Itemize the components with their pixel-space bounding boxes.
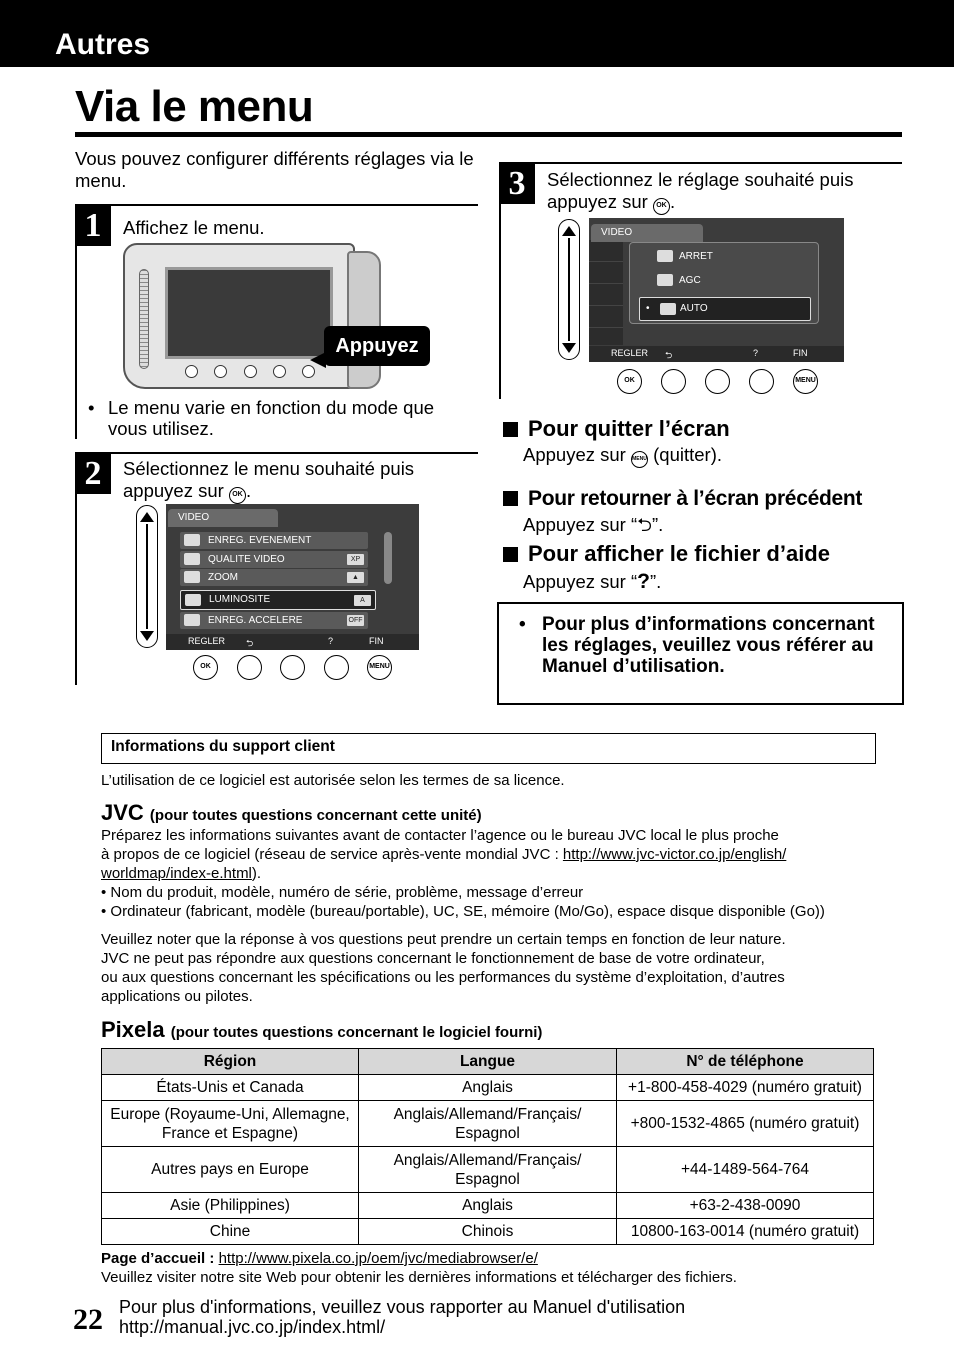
ok-button-icon: OK — [617, 369, 642, 394]
table-row: États-Unis et Canada Anglais +1-800-458-4029 (numéro gratuit) — [102, 1075, 874, 1101]
option-item: AGC — [653, 272, 803, 289]
menu-screen-video — [166, 504, 419, 650]
back-text: Appuyez sur “⮌”. — [523, 514, 664, 535]
table-row: Autres pays en Europe Anglais/Allemand/Français/ Espagnol +44-1489-564-764 — [102, 1147, 874, 1193]
camera-buttons — [185, 365, 315, 383]
menu-scrollbar — [384, 532, 392, 584]
scroll-slider-icon — [558, 219, 580, 360]
timelapse-icon — [184, 614, 200, 626]
menu-icon: MENU — [631, 451, 648, 468]
camcorder-illustration — [123, 243, 385, 389]
footer-text: Pour plus d'informations, veuillez vous rapporter au Manuel d'utilisation http://manual.jvc.co.jp/index.html/ — [119, 1297, 686, 1337]
button-icon — [214, 365, 227, 378]
table-row: Asie (Philippines) Anglais +63-2-438-0090 — [102, 1193, 874, 1219]
jvc-text: Préparez les informations suivantes avant de contacter l’agence ou le bureau JVC local le plus proche à propos de ce logiciel (réseau de service après-vente mondial JVC : http://www.jvc-victor.co.jp/english/ worldmap/index-e.html). • Nom du produit, modèle, numéro de série, problème, message d’erreur • Ordinateur (fabricant, modèle (bureau/portable), UC, SE, mémoire (Mo/Go), espace disque disponible (Go)) — [101, 827, 825, 920]
pixela-link[interactable]: http://www.pixela.co.jp/oem/jvc/mediabrowser/e/ — [218, 1250, 538, 1267]
xp-badge-icon: XP — [347, 554, 364, 565]
button-icon — [661, 369, 686, 394]
step-text: Sélectionnez le menu souhaité puis appuyez sur OK . — [123, 458, 473, 504]
menu-tab: VIDEO — [591, 224, 703, 242]
control-buttons — [617, 369, 818, 394]
step-number: 2 — [75, 452, 111, 494]
step-number: 1 — [75, 204, 111, 246]
menu-item: ENREG. ACCELERE OFF — [180, 612, 368, 629]
intro-text: Vous pouvez configurer différents réglages via le menu. — [75, 148, 474, 191]
table-row: Europe (Royaume-Uni, Allemagne, France et Espagne) Anglais/Allemand/Français/ Espagnol +800-1532-4865 (numéro gratuit) — [102, 1101, 874, 1147]
bullet-square-icon — [503, 547, 518, 562]
help-icon: ? — [637, 570, 650, 593]
ok-button-icon: OK — [193, 655, 218, 680]
page-number: 22 — [73, 1303, 103, 1336]
speaker-grille — [139, 269, 149, 369]
zoom-icon — [184, 571, 200, 583]
button-icon — [749, 369, 774, 394]
off-badge-icon — [657, 250, 673, 262]
support-table — [101, 1048, 874, 1245]
button-icon — [280, 655, 305, 680]
section-title: Autres — [55, 28, 151, 61]
menu-item: ZOOM ▲ — [180, 569, 368, 586]
menu-button-icon: MENU — [793, 369, 818, 394]
quit-text: Appuyez sur MENU (quitter). — [523, 444, 722, 468]
manual-link[interactable]: http://manual.jvc.co.jp/index.html/ — [119, 1317, 386, 1337]
step-text: Affichez le menu. — [123, 217, 265, 238]
jvc-heading: JVC (pour toutes questions concernant cette unité) — [101, 800, 482, 825]
ok-button-icon — [185, 365, 198, 378]
menu-footer: REGLER ⮌ ? FIN — [166, 634, 419, 650]
bullet-square-icon — [503, 422, 518, 437]
off-badge-icon: OFF — [348, 617, 363, 624]
brightness-icon — [185, 594, 201, 606]
button-icon — [237, 655, 262, 680]
agc-badge-icon — [657, 274, 673, 286]
auto-badge-icon — [660, 303, 676, 315]
zoom-badge-icon: ▲ — [347, 572, 364, 583]
note-text: Pour plus d’informations concernant les réglages, veuillez vous référer au Manuel d’utilisation. — [542, 614, 875, 677]
back-arrow-icon: ⮌ — [246, 638, 254, 648]
camera-icon — [184, 534, 200, 546]
control-buttons — [193, 655, 392, 680]
selected-dot-icon: • — [646, 303, 650, 314]
quality-icon — [184, 553, 200, 565]
press-callout: Appuyez — [324, 326, 430, 366]
button-icon — [244, 365, 257, 378]
step-text: Sélectionnez le réglage souhaité puis appuyez sur OK . — [547, 169, 902, 215]
back-heading: Pour retourner à l’écran précédent — [503, 487, 862, 511]
pixela-home: Page d’accueil : http://www.pixela.co.jp/oem/jvc/mediabrowser/e/ Veuillez visiter notre site Web pour obtenir les dernières informations et télécharger des fichiers. — [101, 1250, 737, 1286]
menu-screen-video-settings — [589, 218, 844, 362]
menu-item: QUALITE VIDEO XP — [180, 551, 368, 568]
auto-badge-icon: A — [354, 595, 371, 606]
table-header: Région Langue N° de téléphone — [102, 1049, 874, 1075]
back-arrow-icon: ⮌ — [665, 350, 673, 360]
ok-icon: OK — [653, 198, 670, 215]
lcd-screen — [165, 267, 333, 359]
menu-footer: REGLER ⮌ ? FIN — [589, 346, 844, 362]
section-header-bar — [0, 0, 954, 67]
button-icon — [324, 655, 349, 680]
menu-item: ENREG. EVENEMENT — [180, 532, 368, 549]
table-row: Chine Chinois 10800-163-0014 (numéro gratuit) — [102, 1219, 874, 1245]
quit-heading: Pour quitter l’écran — [503, 416, 730, 442]
help-text: Appuyez sur “?”. — [523, 570, 662, 593]
button-icon — [705, 369, 730, 394]
help-heading: Pour afficher le fichier d’aide — [503, 541, 830, 567]
menu-item-selected: LUMINOSITE A — [180, 590, 376, 610]
support-title: Informations du support client — [101, 733, 876, 764]
button-icon — [273, 365, 286, 378]
jvc-link[interactable]: worldmap/index-e.html — [101, 865, 252, 882]
title-divider — [75, 132, 902, 137]
pixela-heading: Pixela (pour toutes questions concernant le logiciel fourni) — [101, 1017, 543, 1042]
license-text: L’utilisation de ce logiciel est autorisée selon les termes de sa licence. — [101, 772, 565, 789]
bullet-square-icon — [503, 491, 518, 506]
option-item: ARRET — [653, 248, 803, 265]
page-title: Via le menu — [75, 82, 314, 131]
menu-button-icon: MENU — [367, 655, 392, 680]
menu-tab: VIDEO — [168, 509, 278, 527]
ok-icon: OK — [229, 487, 246, 504]
jvc-link[interactable]: http://www.jvc-victor.co.jp/english/ — [562, 846, 787, 863]
jvc-notice: Veuillez noter que la réponse à vos questions peut prendre un certain temps en fonction de leur nature. JVC ne peut pas répondre aux questions concernant le fonctionnement de base de votre ordinateur, ou aux questions concernant les spécifications ou les performances du système d’exploitation, d’autres applications ou pilotes. — [101, 931, 786, 1005]
option-item-selected: • AUTO — [639, 297, 811, 321]
step-number: 3 — [499, 162, 535, 204]
lens-housing — [347, 251, 381, 389]
note-box: • Pour plus d’informations concernant les réglages, veuillez vous référer au Manuel d’utilisation. — [497, 602, 904, 705]
step1-bullet: • Le menu varie en fonction du mode que vous utilisez. — [88, 397, 435, 439]
scroll-slider-icon — [136, 505, 158, 648]
